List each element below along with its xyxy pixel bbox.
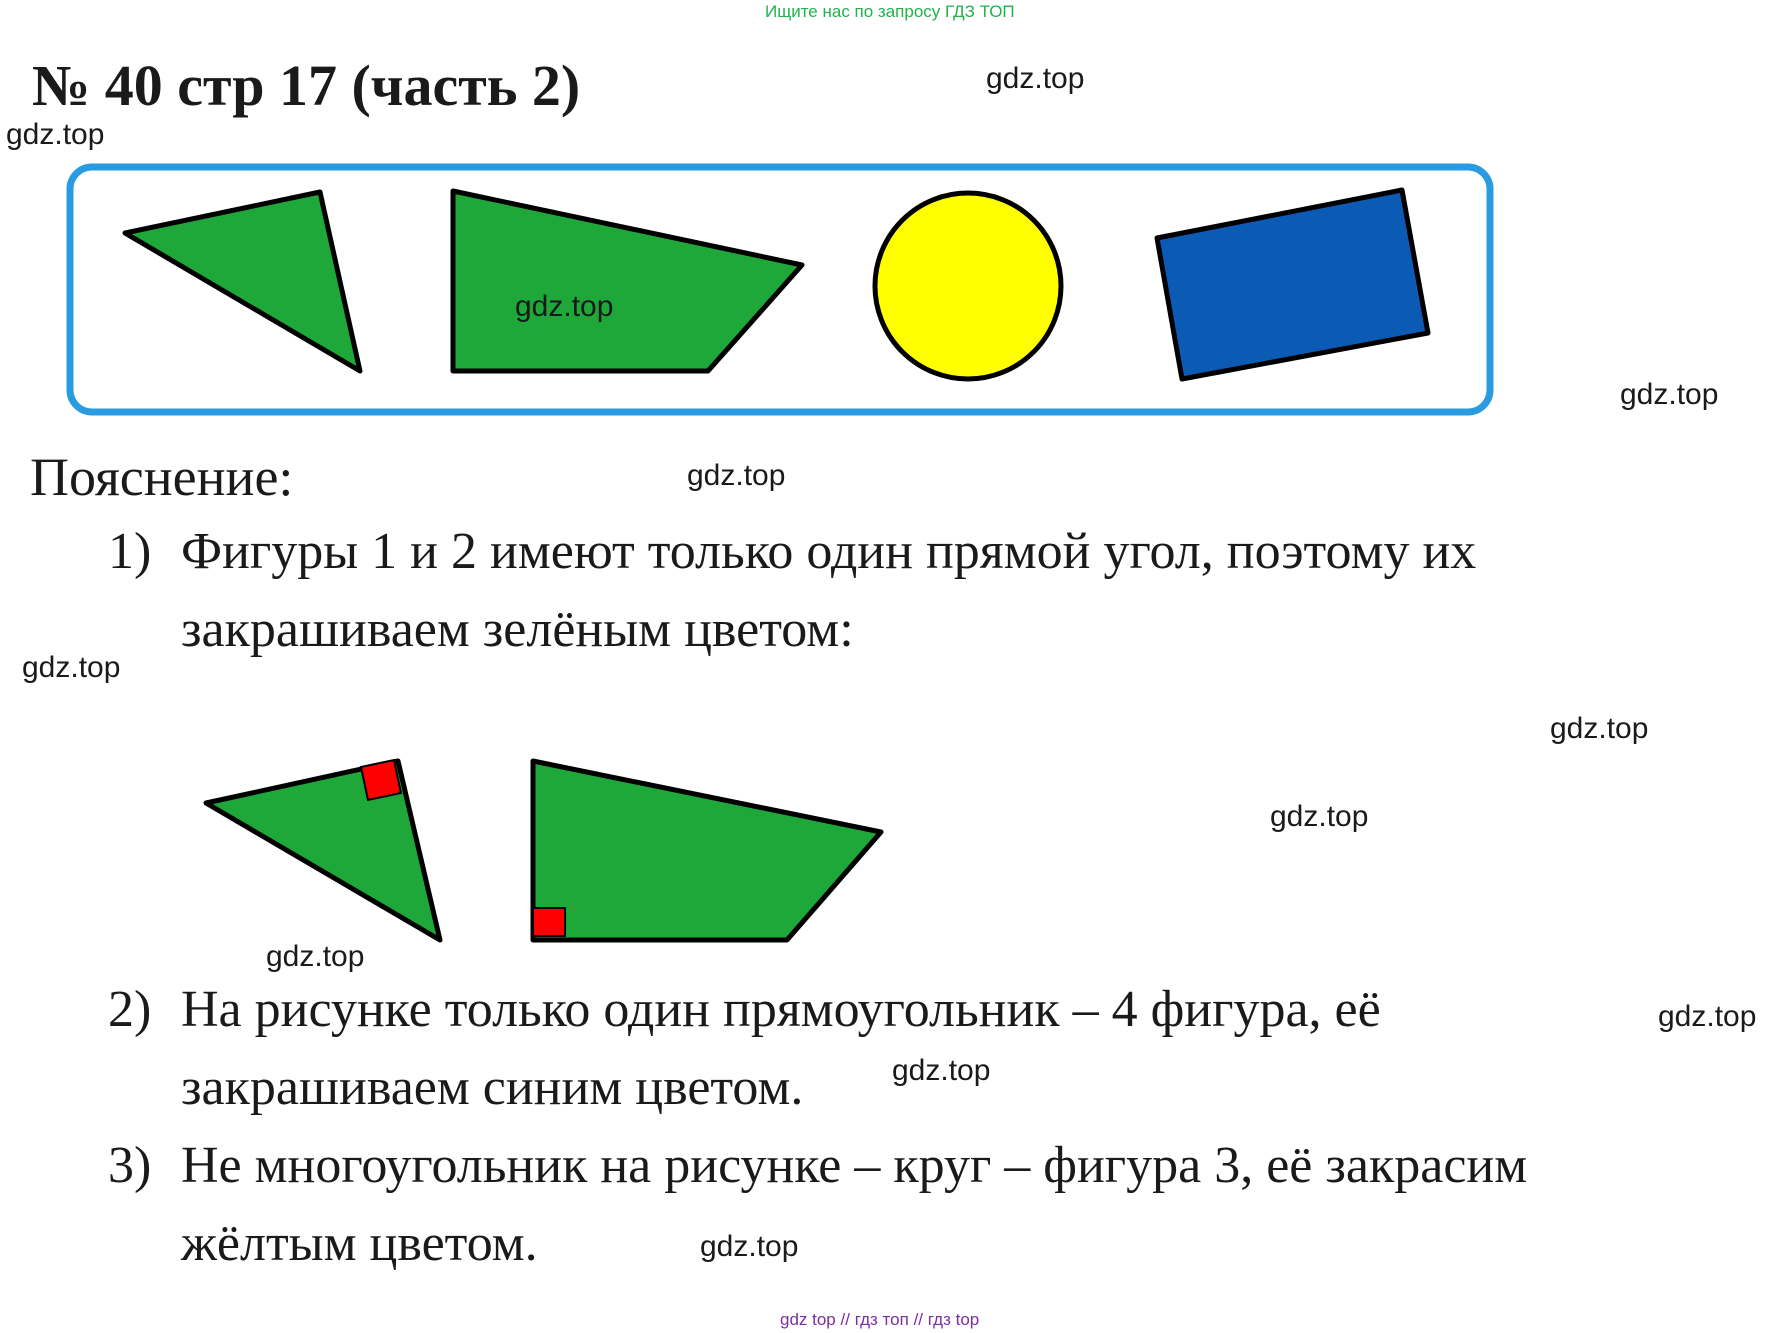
watermark: gdz.top (986, 62, 1085, 95)
footer (780, 1310, 979, 1330)
page-title: № 40 стр 17 (часть 2) (32, 53, 581, 118)
figure-3-circle (875, 193, 1061, 379)
item-3-number: 3) (108, 1137, 152, 1194)
watermark: gdz.top (266, 940, 365, 973)
watermark: gdz.top (1658, 1000, 1757, 1033)
watermark: gdz.top (1620, 378, 1719, 411)
header-note: Ищите нас по запросу ГДЗ ТОП (765, 2, 1015, 21)
item-1-line-2: закрашиваем зелёным цветом: (181, 601, 854, 658)
footer-separator: // (913, 1310, 924, 1329)
watermark: gdz.top (1550, 712, 1649, 745)
footer-link: гдз топ (854, 1310, 909, 1329)
item-1-line-1: Фигуры 1 и 2 имеют только один прямой угол, поэтому их (181, 523, 1477, 580)
footer-separator: // (840, 1310, 850, 1329)
footer-link: гдз top (927, 1310, 980, 1329)
right-angle-marker-1 (361, 760, 401, 800)
watermark: gdz.top (687, 459, 786, 492)
watermark: gdz.top (892, 1054, 991, 1087)
explanation-heading: Пояснение: (30, 447, 294, 507)
item-1-number: 1) (108, 523, 152, 580)
green-triangle-right-angle (206, 761, 440, 940)
right-angle-marker-2 (533, 908, 565, 936)
watermark: gdz.top (700, 1230, 799, 1263)
watermark: gdz.top (1270, 800, 1369, 833)
watermark: gdz.top (22, 651, 121, 684)
item-3-line-1: Не многоугольник на рисунке – круг – фигура 3, её закрасим (181, 1137, 1528, 1194)
item-3-line-2: жёлтым цветом. (181, 1215, 538, 1272)
green-quadrilateral-right-angle (533, 761, 881, 940)
item-2-line-2: закрашиваем синим цветом. (181, 1059, 804, 1116)
figure-2-quadrilateral (453, 191, 802, 371)
item-2-line-1: На рисунке только один прямоугольник – 4 фигура, её (181, 981, 1381, 1038)
watermark: gdz.top (6, 118, 105, 151)
item-2-number: 2) (108, 981, 152, 1038)
watermark: gdz.top (515, 290, 614, 323)
footer-link: gdz top (780, 1310, 836, 1329)
figure-4-rectangle (1157, 190, 1428, 379)
figure-1-triangle (125, 192, 360, 371)
